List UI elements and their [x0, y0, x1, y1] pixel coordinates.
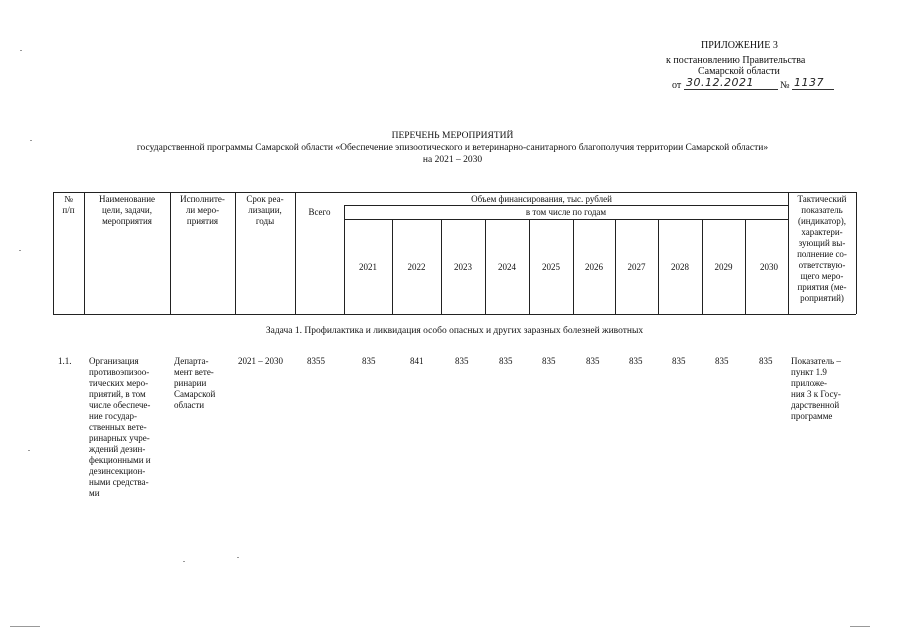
appendix-title: ПРИЛОЖЕНИЕ 3 — [701, 40, 778, 51]
document-title: ПЕРЕЧЕНЬ МЕРОПРИЯТИЙ — [391, 131, 514, 141]
header-year: 2030 — [760, 262, 778, 272]
handwritten-date: 30.12.2021 — [686, 76, 754, 89]
col-border — [344, 205, 345, 314]
row-num: 1.1. — [58, 356, 72, 366]
header-by-years: в том числе по годам — [525, 207, 607, 217]
row-year-value: 835 — [629, 356, 643, 366]
header-executor: Исполните- ли меро- приятия — [180, 194, 225, 226]
appendix-line-2: Самарской области — [698, 66, 780, 77]
header-funding: Объем финансирования, тыс. рублей — [471, 194, 612, 204]
row-year-value: 835 — [455, 356, 469, 366]
document-subtitle: государственной программы Самарской области «Обеспечение эпизоотического и ветеринарно-санитарного благополучия территории Самарской области» — [136, 143, 769, 153]
header-year: 2026 — [585, 262, 603, 272]
task-heading: Задача 1. Профилактика и ликвидация особо опасных и других заразных болезней животных — [265, 326, 644, 336]
scan-speck — [20, 50, 22, 51]
funding-sub-border — [344, 205, 788, 206]
scan-speck — [28, 450, 30, 451]
header-bottom-border — [53, 314, 856, 315]
row-year-value: 835 — [499, 356, 513, 366]
header-year: 2025 — [542, 262, 560, 272]
scan-speck — [10, 626, 40, 627]
header-year: 2022 — [407, 262, 426, 272]
scan-speck — [19, 250, 21, 251]
scan-speck — [183, 561, 185, 562]
row-name: Организация противоэпизоо- тических меро- приятий, в том числе обеспече- ние государ- ственных вете- ринарных учре- ждений дезин- фекционными и дезинсекцион- ными средства- ми — [89, 356, 151, 498]
row-year-value: 835 — [672, 356, 686, 366]
header-total: Всего — [308, 207, 331, 217]
row-executor: Департа- мент вете- ринарии Самарской области — [174, 356, 216, 410]
row-year-value: 835 — [759, 356, 773, 366]
date-underline — [684, 89, 778, 90]
row-year-value: 835 — [362, 356, 376, 366]
header-term: Срок реа- лизации, годы — [246, 194, 284, 226]
header-year: 2028 — [671, 262, 689, 272]
table-top-border — [53, 192, 856, 193]
years-sub-border — [344, 219, 788, 220]
header-indicator: Тактический показатель (индикатор), характери- зующий вы- полнение со- ответствую- щего меро- приятия (ме- роприятий) — [797, 194, 847, 303]
col-border — [856, 192, 857, 314]
number-underline — [792, 89, 834, 90]
number-prefix: № — [780, 80, 790, 91]
scan-speck — [237, 557, 239, 558]
row-year-value: 835 — [715, 356, 729, 366]
handwritten-number: 1137 — [794, 76, 824, 89]
header-year: 2021 — [359, 262, 377, 272]
row-term: 2021 – 2030 — [238, 356, 283, 366]
document-period: на 2021 – 2030 — [422, 155, 483, 165]
header-name: Наименование цели, задачи, мероприятия — [98, 194, 156, 226]
header-num: № п/п — [62, 194, 75, 215]
scan-speck — [850, 626, 870, 627]
row-total: 8355 — [307, 356, 325, 366]
header-year: 2024 — [498, 262, 516, 272]
date-prefix: от — [672, 80, 682, 91]
col-border — [745, 219, 746, 314]
header-year: 2027 — [627, 262, 646, 272]
row-year-value: 835 — [586, 356, 600, 366]
header-year: 2029 — [714, 262, 733, 272]
scan-speck — [30, 140, 32, 141]
row-indicator: Показатель – пункт 1.9 приложе- ния 3 к Госу- дарственной программе — [791, 356, 841, 421]
appendix-line-1: к постановлению Правительства — [666, 55, 806, 66]
row-year-value: 841 — [410, 356, 424, 366]
header-year: 2023 — [454, 262, 472, 272]
row-year-value: 835 — [542, 356, 556, 366]
